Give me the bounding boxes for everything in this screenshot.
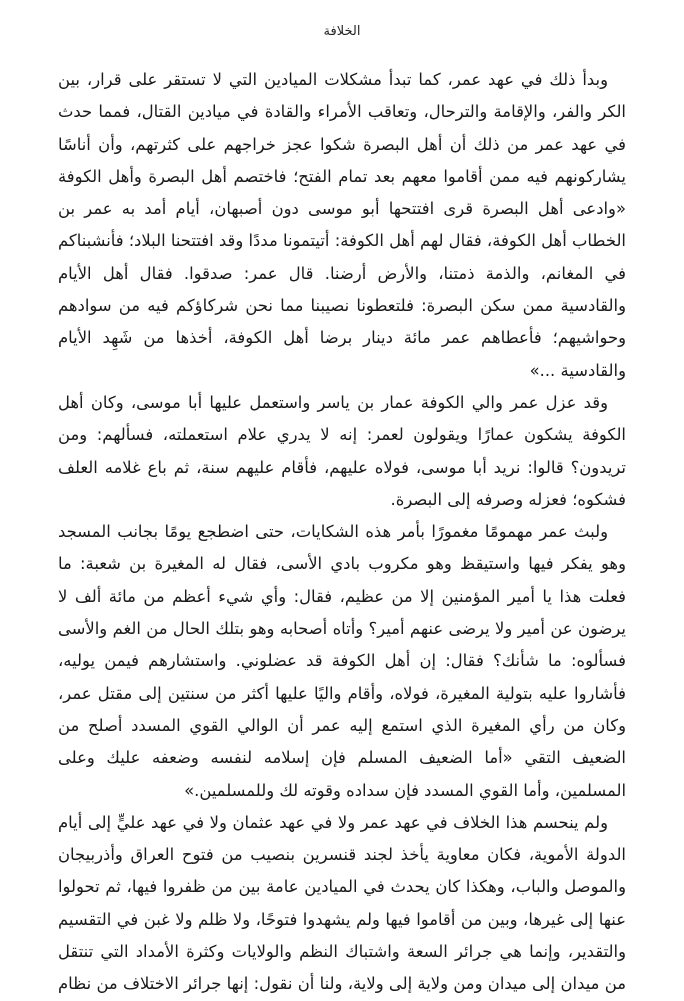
- running-title: الخلافة: [323, 24, 361, 39]
- paragraph-1: وبدأ ذلك في عهد عمر، كما تبدأ مشكلات الميادين التي لا تستقر على قرار، بين الكر والفر، والإقامة والترحال، وتعاقب الأمراء والقادة في ميادين القتال، فمما حدث في عهد عمر من ذلك أن أهل البصرة شكوا عجز خراجهم على كثرتهم، وأن أناسًا يشاركونهم فيه ممن أقاموا معهم بعد تمام الفتح؛ فاختصم أهل البصرة وأهل الكوفة «وادعى أهل البصرة قرى افتتحها أبو موسى دون أصبهان، أيام أمد به عمر بن الخطاب أهل الكوفة، فقال لهم أهل الكوفة: أتيتمونا مددًا وقد افتتحنا البلاد؛ فأنشبناكم في المغانم، والذمة ذمتنا، والأرض أرضنا. قال عمر: صدقوا. فقال أهل الأيام والقادسية ممن سكن البصرة: فلتعطونا نصيبنا مما نحن شركاؤكم فيه من سوادهم وحواشيهم؛ فأعطاهم عمر مائة دينار برضا أهل الكوفة، أخذها من شَهِد الأيام والقادسية ...»: [58, 70, 626, 380]
- body-text: [58, 64, 626, 1001]
- paragraph-2: وقد عزل عمر والي الكوفة عمار بن ياسر واستعمل عليها أبا موسى، وكان أهل الكوفة يشكون عمارًا ويقولون لعمر: إنه لا يدري علام استعملته، فسألهم: ومن تريدون؟ قالوا: نريد أبا موسى، فولاه عليهم، فأقام عليهم سنة، ثم باع غلامه العلف فشكوه؛ فعزله وصرفه إلى البصرة.: [58, 392, 626, 509]
- paragraph-3: ولبث عمر مهمومًا مغمورًا بأمر هذه الشكايات، حتى اضطجع يومًا بجانب المسجد وهو يفكر فيها واستيقظ وهو مكروب بادي الأسى، فقال له المغيرة بن شعبة: ما فعلت هذا يا أمير المؤمنين إلا من عظيم، فقال: وأي شيء أعظم من مائة ألف لا يرضون عن أمير ولا يرضى عنهم أمير؟ وأتاه أصحابه وهو بتلك الحال من الغم والأسى فسألوه: ما شأنك؟ فقال: إن أهل الكوفة قد عضلوني. واستشارهم فيمن يوليه، فأشاروا عليه بتولية المغيرة، فولاه، وأقام واليًا عليها أكثر من سنتين إلى مقتل عمر، وكان من رأي المغيرة الذي استمع إليه عمر أن الوالي القوي المسدد أصلح من الضعيف التقي «أما الضعيف المسلم فإن إسلامه لنفسه وضعفه عليك وعلى المسلمين، وأما القوي المسدد فإن سداده وقوته لك وللمسلمين.»: [58, 522, 626, 800]
- paragraph-4: ولم ينحسم هذا الخلاف في عهد عمر ولا في عهد عثمان ولا في عهد عليٍّ إلى أيام الدولة الأموية، فكان معاوية يأخذ لجند قنسرين بنصيب من فتوح العراق وأذربيجان والموصل والباب، وهكذا كان يحدث في الميادين عامة بين من ظفروا فيها، ثم تحولوا عنها إلى غيرها، وبين من أقاموا فيها ولم يشهدوا فتوحًا، ولا ظلم ولا غبن في التقسيم والتقدير، وإنما هي جرائر السعة واشتباك النظم والولايات وكثرة الأمداد التي تنتقل من ميدان إلى ميدان ومن ولاية إلى ولاية، ولنا أن نقول: إنها جرائر الاختلاف من نظام: [58, 812, 626, 994]
